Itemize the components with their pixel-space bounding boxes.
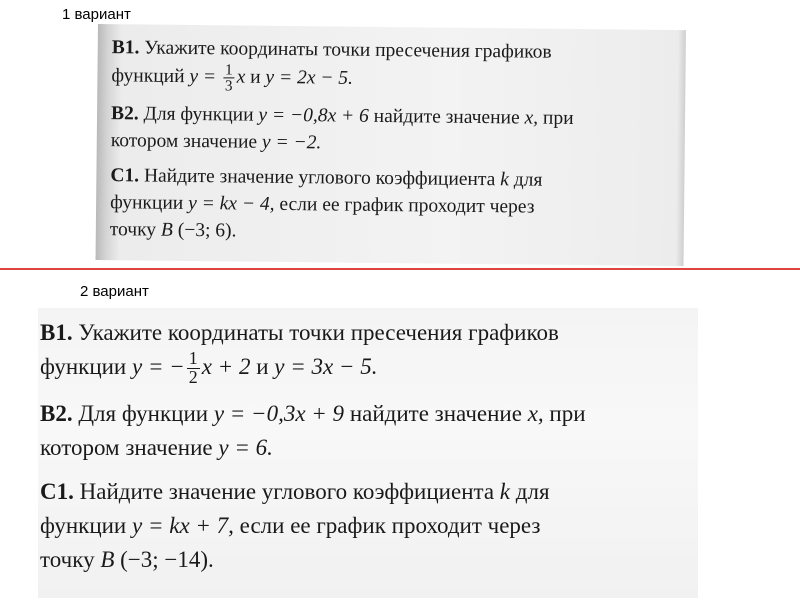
conjunction: и	[256, 354, 269, 379]
problem-text: Найдите значение углового коэффициента	[79, 479, 495, 505]
problem-text: если ее график проходит через	[239, 513, 541, 539]
problem-text: Найдите значение углового коэффициента	[143, 165, 496, 191]
variant-1-label: 1 вариант	[62, 6, 131, 23]
variant-1-scan	[96, 24, 686, 266]
variant-divider	[0, 268, 800, 270]
variant-2-label: 2 вариант	[80, 283, 149, 300]
equation: x	[236, 66, 246, 88]
problem-b1	[111, 34, 676, 98]
problem-c1	[110, 163, 675, 250]
fraction	[187, 350, 200, 387]
problem-text: функции	[40, 513, 127, 539]
variant-2-scan	[38, 308, 698, 598]
problem-text: для	[515, 479, 550, 505]
equation: x + 2	[201, 354, 251, 379]
problem-code: В1.	[40, 320, 73, 345]
problem-code: В2.	[40, 401, 73, 427]
problem-c1	[40, 475, 692, 577]
equation: y = 6.	[218, 435, 273, 461]
conjunction: и	[250, 66, 261, 88]
fraction-denominator: 3	[224, 77, 233, 95]
problem-text: Для функции	[143, 103, 254, 127]
problem-text: при	[542, 108, 574, 130]
problem-code: В1.	[111, 37, 140, 59]
problem-text: Для функции	[78, 401, 209, 427]
equation: y = −2.	[261, 132, 322, 154]
problem-text: функции	[110, 192, 184, 215]
variable: x,	[527, 401, 544, 427]
problem-text: функции	[40, 354, 127, 379]
problem-text: Укажите координаты точки пресечения графиков	[144, 37, 552, 63]
problem-text: при	[549, 401, 586, 427]
equation: y = kx − 4,	[188, 193, 275, 216]
equation: y = −	[132, 354, 185, 379]
equation: y =	[189, 66, 217, 88]
equation: y = 2x − 5.	[265, 66, 354, 89]
point-coordinates: (−3; −14).	[120, 547, 214, 573]
equation: y = −0,3x + 9	[213, 401, 345, 427]
problem-code: В2.	[110, 103, 139, 125]
problem-text: функций	[111, 65, 185, 88]
equation: y = 3x − 5.	[274, 354, 378, 379]
point-name: B	[160, 220, 174, 242]
variable: k	[500, 169, 509, 191]
equation: y = kx + 7,	[132, 513, 234, 539]
problem-b1	[40, 316, 692, 387]
problem-text: найдите значение	[373, 106, 520, 129]
problem-text: для	[513, 169, 543, 192]
problem-text: Укажите координаты точки пресечения графиков	[78, 320, 559, 345]
fraction-numerator: 1	[188, 348, 198, 369]
problem-b2	[40, 397, 692, 465]
problem-b2	[111, 101, 676, 161]
problem-text: точку	[109, 219, 157, 242]
problem-code: С1.	[110, 165, 140, 187]
variable: x,	[524, 107, 539, 130]
problem-code: С1.	[40, 479, 74, 505]
fraction	[223, 62, 235, 94]
problem-text: точку	[40, 547, 95, 573]
problem-text: найдите значение	[349, 401, 522, 427]
fraction-denominator: 2	[188, 367, 198, 388]
equation: y = −0,8x + 6	[258, 105, 369, 128]
variable: k	[499, 479, 511, 505]
fraction-numerator: 1	[223, 62, 235, 78]
point-coordinates: (−3; 6).	[177, 220, 237, 242]
problem-text: котором значение	[40, 435, 213, 461]
point-name: B	[100, 547, 115, 573]
problem-text: если ее график проходит через	[279, 194, 535, 218]
problem-text: котором значение	[110, 130, 258, 154]
